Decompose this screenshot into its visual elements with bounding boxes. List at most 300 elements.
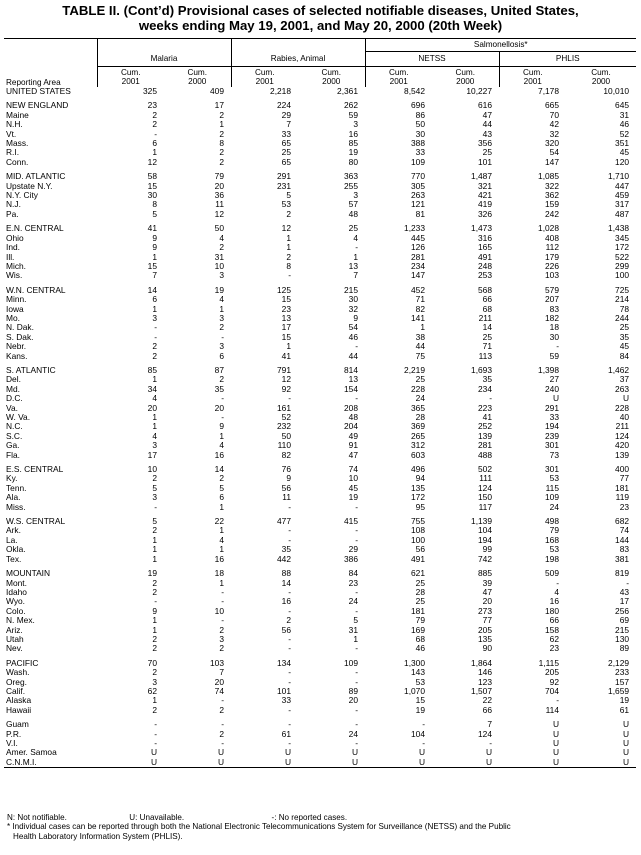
value-cell: 29	[281, 110, 291, 120]
value-cell: -	[288, 705, 291, 715]
value-cell: U	[552, 748, 559, 758]
value-cell: 8	[219, 139, 224, 149]
value-cell: 255	[344, 181, 358, 191]
value-cell: 45	[619, 342, 630, 352]
value-cell: U	[622, 394, 630, 404]
table-row	[4, 87, 636, 96]
value-cell: 22	[214, 517, 224, 527]
value-cell: 415	[344, 517, 358, 527]
table-row	[4, 333, 636, 342]
value-cell: 4	[219, 295, 224, 305]
value-cell: 33	[281, 696, 291, 706]
value-cell: 1,507	[471, 686, 492, 696]
value-cell: -	[288, 677, 291, 687]
rabies-header: Rabies, Animal	[231, 52, 365, 67]
value-cell: U	[566, 758, 636, 768]
value-cell: 317	[615, 200, 630, 210]
value-cell: 365	[411, 403, 425, 413]
value-cell: 39	[482, 578, 492, 588]
value-cell: U	[432, 758, 499, 768]
value-cell: 321	[478, 181, 492, 191]
value-cell: 362	[545, 191, 559, 201]
value-cell: 19	[214, 285, 224, 295]
value-cell: 34	[147, 384, 157, 394]
value-cell: 90	[482, 644, 492, 654]
value-cell: 1	[152, 148, 157, 158]
value-cell: 101	[478, 157, 492, 167]
value-cell: 356	[478, 139, 492, 149]
reporting-area-cell: D.C.	[6, 394, 23, 404]
value-cell: 20	[214, 403, 224, 413]
value-cell: 263	[411, 191, 425, 201]
value-cell: 322	[545, 181, 559, 191]
value-cell: 23	[619, 502, 630, 512]
value-cell: 215	[615, 625, 630, 635]
value-cell: -	[355, 526, 358, 536]
value-cell: 345	[615, 233, 630, 243]
value-cell: 325	[143, 87, 157, 96]
value-cell: 77	[482, 616, 492, 626]
value-cell: 25	[415, 375, 425, 385]
table-row	[4, 101, 636, 110]
value-cell: 14	[482, 323, 492, 333]
value-cell: -	[355, 720, 358, 730]
table-row	[4, 342, 636, 351]
value-cell: 1	[152, 252, 157, 262]
value-cell: -	[288, 394, 291, 404]
value-cell: 30	[549, 332, 559, 342]
value-cell: 45	[348, 483, 358, 493]
value-cell: 459	[615, 191, 630, 201]
table-row	[4, 739, 636, 748]
value-cell: 242	[545, 209, 559, 219]
value-cell: 1	[152, 625, 157, 635]
value-cell: 234	[411, 261, 425, 271]
value-cell: 1,462	[608, 365, 630, 375]
value-cell: 20	[214, 677, 224, 687]
table-row	[4, 253, 636, 262]
value-cell: 92	[281, 384, 291, 394]
value-cell: -	[154, 323, 157, 333]
value-cell: 27	[549, 375, 559, 385]
table-title-line-1: TABLE II. (Cont’d) Provisional cases of selected notifiable diseases, United States,	[62, 3, 579, 18]
value-cell: 477	[277, 517, 291, 527]
value-cell: 291	[277, 172, 291, 182]
value-cell: 66	[482, 295, 492, 305]
value-cell: 9	[286, 474, 291, 484]
table-row	[4, 588, 636, 597]
table-row	[4, 404, 636, 413]
value-cell: 16	[348, 129, 358, 139]
value-cell: 223	[478, 403, 492, 413]
value-cell: 35	[214, 384, 224, 394]
value-cell: 54	[549, 148, 559, 158]
value-cell: 12	[281, 375, 291, 385]
value-cell: 48	[348, 209, 358, 219]
value-cell: 10	[147, 465, 157, 475]
value-cell: -	[489, 739, 492, 748]
value-cell: 112	[545, 243, 559, 253]
value-cell: 1,233	[404, 224, 425, 234]
value-cell: 326	[478, 209, 492, 219]
reporting-area-cell: UNITED STATES	[6, 87, 71, 96]
value-cell: 44	[348, 351, 358, 361]
value-cell: 182	[545, 313, 559, 323]
value-cell: 2	[219, 110, 224, 120]
value-cell: 16	[549, 597, 559, 607]
value-cell: 6	[219, 493, 224, 503]
value-cell: 1,398	[538, 365, 559, 375]
value-cell: 36	[214, 191, 224, 201]
table-row	[4, 555, 636, 564]
table-row	[4, 120, 636, 129]
cum-2001-header: Cum. 2001	[499, 67, 566, 88]
reporting-area-cell: Ga.	[6, 441, 20, 451]
table-row	[4, 422, 636, 431]
table-row	[4, 366, 636, 375]
reporting-area-cell: Conn.	[6, 157, 29, 167]
reporting-area-cell: Guam	[6, 720, 29, 730]
reporting-area-cell: R.I.	[6, 148, 20, 158]
value-cell: 214	[615, 295, 630, 305]
value-cell: -	[355, 535, 358, 545]
value-cell: 2,361	[337, 87, 358, 96]
value-cell: 7	[286, 120, 291, 130]
reporting-area-cell: Upstate N.Y.	[6, 181, 53, 191]
value-cell: 1,693	[471, 365, 492, 375]
value-cell: U	[622, 720, 630, 730]
table-row	[4, 569, 636, 578]
footnote-unavailable: U: Unavailable.	[129, 813, 185, 822]
value-cell: 3	[152, 313, 157, 323]
value-cell: 20	[348, 696, 358, 706]
value-cell: 70	[549, 110, 559, 120]
value-cell: 2	[152, 474, 157, 484]
value-cell: 31	[619, 110, 630, 120]
reporting-area-cell: Vt.	[6, 129, 17, 139]
value-cell: 161	[277, 403, 291, 413]
value-cell: 1	[420, 323, 425, 333]
value-cell: 1	[286, 243, 291, 253]
value-cell: 299	[615, 261, 630, 271]
value-cell: 2	[219, 243, 224, 253]
cum-2001-header: Cum. 2001	[365, 67, 432, 88]
value-cell: 281	[411, 252, 425, 262]
value-cell: 84	[619, 351, 630, 361]
reporting-area-cell: S. ATLANTIC	[6, 365, 56, 375]
value-cell: U	[552, 729, 559, 739]
value-cell: 32	[549, 129, 559, 139]
value-cell: 47	[348, 450, 358, 460]
value-cell: 1,085	[538, 172, 559, 182]
value-cell: U	[622, 748, 630, 758]
reporting-area-cell: W. Va.	[6, 413, 31, 422]
value-cell: 95	[415, 502, 425, 512]
reporting-area-cell: Ariz.	[6, 625, 23, 635]
value-cell: -	[288, 739, 291, 748]
value-cell: 68	[482, 304, 492, 314]
value-cell: 9	[353, 313, 358, 323]
footnote-no-reported: -: No reported cases.	[271, 813, 348, 822]
reporting-area-cell: Ky.	[6, 474, 18, 484]
value-cell: U	[298, 758, 365, 768]
value-cell: 41	[482, 413, 492, 422]
reporting-area-cell: W.S. CENTRAL	[6, 517, 66, 527]
value-cell: 682	[615, 517, 630, 527]
value-cell: 172	[615, 243, 630, 253]
value-cell: 522	[615, 252, 630, 262]
value-cell: 9	[152, 606, 157, 616]
value-cell: -	[288, 526, 291, 536]
value-cell: 409	[210, 87, 224, 96]
value-cell: -	[355, 668, 358, 678]
value-cell: -	[154, 129, 157, 139]
value-cell: 7	[487, 720, 492, 730]
value-cell: 2	[152, 705, 157, 715]
reporting-area-cell: Mich.	[6, 261, 27, 271]
footnote-star-line-2: Health Laboratory Information System (PHLIS).	[13, 831, 183, 841]
value-cell: 46	[415, 644, 425, 654]
value-cell: 53	[415, 677, 425, 687]
table-row	[4, 130, 636, 139]
value-cell: 84	[348, 569, 358, 579]
value-cell: 65	[281, 139, 291, 149]
value-cell: 791	[277, 365, 291, 375]
reporting-area-cell: V.I.	[6, 739, 18, 748]
table-row	[4, 644, 636, 653]
value-cell: -	[355, 502, 358, 512]
value-cell: -	[154, 502, 157, 512]
value-cell: 46	[619, 120, 630, 130]
reporting-area-header: Reporting Area	[6, 78, 61, 87]
value-cell: 25	[482, 148, 492, 158]
value-cell: U	[552, 739, 559, 748]
value-cell: 25	[619, 323, 630, 333]
value-cell: 14	[214, 465, 224, 475]
value-cell: -	[154, 739, 157, 748]
value-cell: 28	[415, 413, 425, 422]
value-cell: 78	[619, 304, 630, 314]
value-cell: 291	[545, 403, 559, 413]
value-cell: 10	[348, 474, 358, 484]
value-cell: U	[552, 394, 559, 404]
reporting-area-cell: Colo.	[6, 606, 26, 616]
value-cell: 1	[219, 304, 224, 314]
value-cell: 2	[152, 342, 157, 352]
value-cell: 135	[478, 634, 492, 644]
table-row	[4, 111, 636, 120]
value-cell: 165	[478, 243, 492, 253]
value-cell: 180	[545, 606, 559, 616]
value-cell: 205	[545, 668, 559, 678]
value-cell: 108	[411, 526, 425, 536]
value-cell: 1	[152, 554, 157, 564]
table-row	[4, 200, 636, 209]
header-row-1	[4, 39, 636, 52]
value-cell: 1,438	[608, 224, 630, 234]
value-cell: 3	[219, 342, 224, 352]
reporting-area-cell: Nev.	[6, 644, 23, 654]
value-cell: -	[355, 644, 358, 654]
value-cell: -	[221, 696, 224, 706]
cum-2001-header: Cum. 2001	[97, 67, 164, 88]
value-cell: 7	[219, 668, 224, 678]
reporting-area-cell: Wyo.	[6, 597, 26, 607]
value-cell: 4	[554, 587, 559, 597]
table-row	[4, 545, 636, 554]
value-cell: -	[288, 720, 291, 730]
value-cell: 386	[344, 554, 358, 564]
value-cell: 47	[482, 110, 492, 120]
value-cell: 18	[549, 323, 559, 333]
reporting-area-cell: Utah	[6, 634, 24, 644]
value-cell: 3	[353, 191, 358, 201]
value-cell: 1,139	[471, 517, 492, 527]
footnotes	[7, 813, 632, 841]
value-cell: 4	[152, 394, 157, 404]
value-cell: 50	[415, 120, 425, 130]
value-cell: U	[351, 748, 358, 758]
value-cell: 40	[619, 413, 630, 422]
value-cell: 61	[281, 729, 291, 739]
table-row	[4, 286, 636, 295]
value-cell: U	[97, 758, 164, 768]
value-cell: 19	[348, 493, 358, 503]
value-cell: 24	[348, 597, 358, 607]
value-cell: 87	[214, 365, 224, 375]
value-cell: 2	[152, 578, 157, 588]
value-cell: 13	[348, 375, 358, 385]
value-cell: 16	[281, 597, 291, 607]
value-cell: 226	[545, 261, 559, 271]
value-cell: 194	[545, 422, 559, 432]
value-cell: 2	[219, 644, 224, 654]
reporting-area-cell: N.H.	[6, 120, 23, 130]
reporting-area-cell: Mont.	[6, 578, 27, 588]
table-row	[4, 172, 636, 181]
reporting-area-cell: La.	[6, 535, 18, 545]
reporting-area-cell: Alaska	[6, 696, 32, 706]
value-cell: -	[355, 677, 358, 687]
value-cell: 819	[615, 569, 630, 579]
value-cell: 262	[344, 101, 358, 111]
value-cell: 1	[219, 502, 224, 512]
value-cell: 491	[478, 252, 492, 262]
value-cell: -	[288, 587, 291, 597]
value-cell: 19	[147, 569, 157, 579]
disease-table	[4, 38, 636, 768]
value-cell: 146	[478, 668, 492, 678]
value-cell: -	[422, 739, 425, 748]
table-row	[4, 616, 636, 625]
value-cell: 13	[348, 261, 358, 271]
value-cell: 2,129	[608, 658, 630, 668]
table-row	[4, 262, 636, 271]
value-cell: 1	[152, 545, 157, 555]
reporting-area-cell: Va.	[6, 403, 18, 413]
value-cell: U	[284, 748, 291, 758]
table-row	[4, 748, 636, 757]
reporting-area-cell: E.S. CENTRAL	[6, 465, 64, 475]
value-cell: 61	[619, 705, 630, 715]
value-cell: 316	[478, 233, 492, 243]
value-cell: 305	[411, 181, 425, 191]
value-cell: 172	[411, 493, 425, 503]
value-cell: 56	[281, 625, 291, 635]
value-cell: U	[499, 758, 566, 768]
value-cell: -	[221, 597, 224, 607]
value-cell: 420	[615, 441, 630, 451]
table-row	[4, 517, 636, 526]
value-cell: 123	[478, 677, 492, 687]
table-row	[4, 706, 636, 715]
value-cell: 2	[152, 634, 157, 644]
value-cell: 154	[344, 384, 358, 394]
value-cell: 2	[152, 526, 157, 536]
value-cell: 11	[282, 493, 291, 503]
value-cell: 208	[344, 403, 358, 413]
table-row	[4, 148, 636, 157]
table-row	[4, 139, 636, 148]
value-cell: 2	[219, 157, 224, 167]
value-cell: 9	[152, 243, 157, 253]
value-cell: 281	[478, 441, 492, 451]
reporting-area-cell: Ala.	[6, 493, 21, 503]
value-cell: 265	[411, 431, 425, 441]
value-cell: 17	[619, 597, 630, 607]
value-cell: 1	[286, 342, 291, 352]
value-cell: 52	[619, 129, 630, 139]
table-row	[4, 635, 636, 644]
value-cell: 6	[219, 351, 224, 361]
value-cell: 85	[348, 139, 358, 149]
value-cell: 23	[348, 578, 358, 588]
value-cell: 351	[615, 139, 630, 149]
value-cell: 696	[411, 101, 425, 111]
reporting-area-cell: Idaho	[6, 587, 27, 597]
value-cell: 103	[545, 271, 559, 281]
value-cell: 104	[411, 729, 425, 739]
value-cell: -	[221, 616, 224, 626]
value-cell: 233	[615, 668, 630, 678]
value-cell: 442	[277, 554, 291, 564]
value-cell: 2	[152, 351, 157, 361]
value-cell: 30	[415, 129, 425, 139]
value-cell: 491	[411, 554, 425, 564]
cum-2001-header: Cum. 2001	[231, 67, 298, 88]
reporting-area-cell: Wis.	[6, 271, 23, 281]
value-cell: 419	[478, 200, 492, 210]
value-cell: 8	[286, 261, 291, 271]
value-cell: 3	[152, 493, 157, 503]
value-cell: 1	[219, 431, 224, 441]
value-cell: 2	[219, 323, 224, 333]
value-cell: 94	[415, 474, 425, 484]
value-cell: 53	[549, 474, 559, 484]
reporting-area-cell: Iowa	[6, 304, 24, 314]
value-cell: -	[221, 720, 224, 730]
value-cell: 3	[219, 313, 224, 323]
value-cell: 1	[152, 535, 157, 545]
value-cell: 134	[277, 658, 291, 668]
value-cell: 88	[281, 569, 291, 579]
reporting-area-cell: Ark.	[6, 526, 21, 536]
reporting-area-cell: Okla.	[6, 545, 26, 555]
value-cell: U	[485, 748, 492, 758]
value-cell: 17	[281, 323, 291, 333]
value-cell: 211	[615, 422, 630, 432]
value-cell: 89	[619, 644, 630, 654]
